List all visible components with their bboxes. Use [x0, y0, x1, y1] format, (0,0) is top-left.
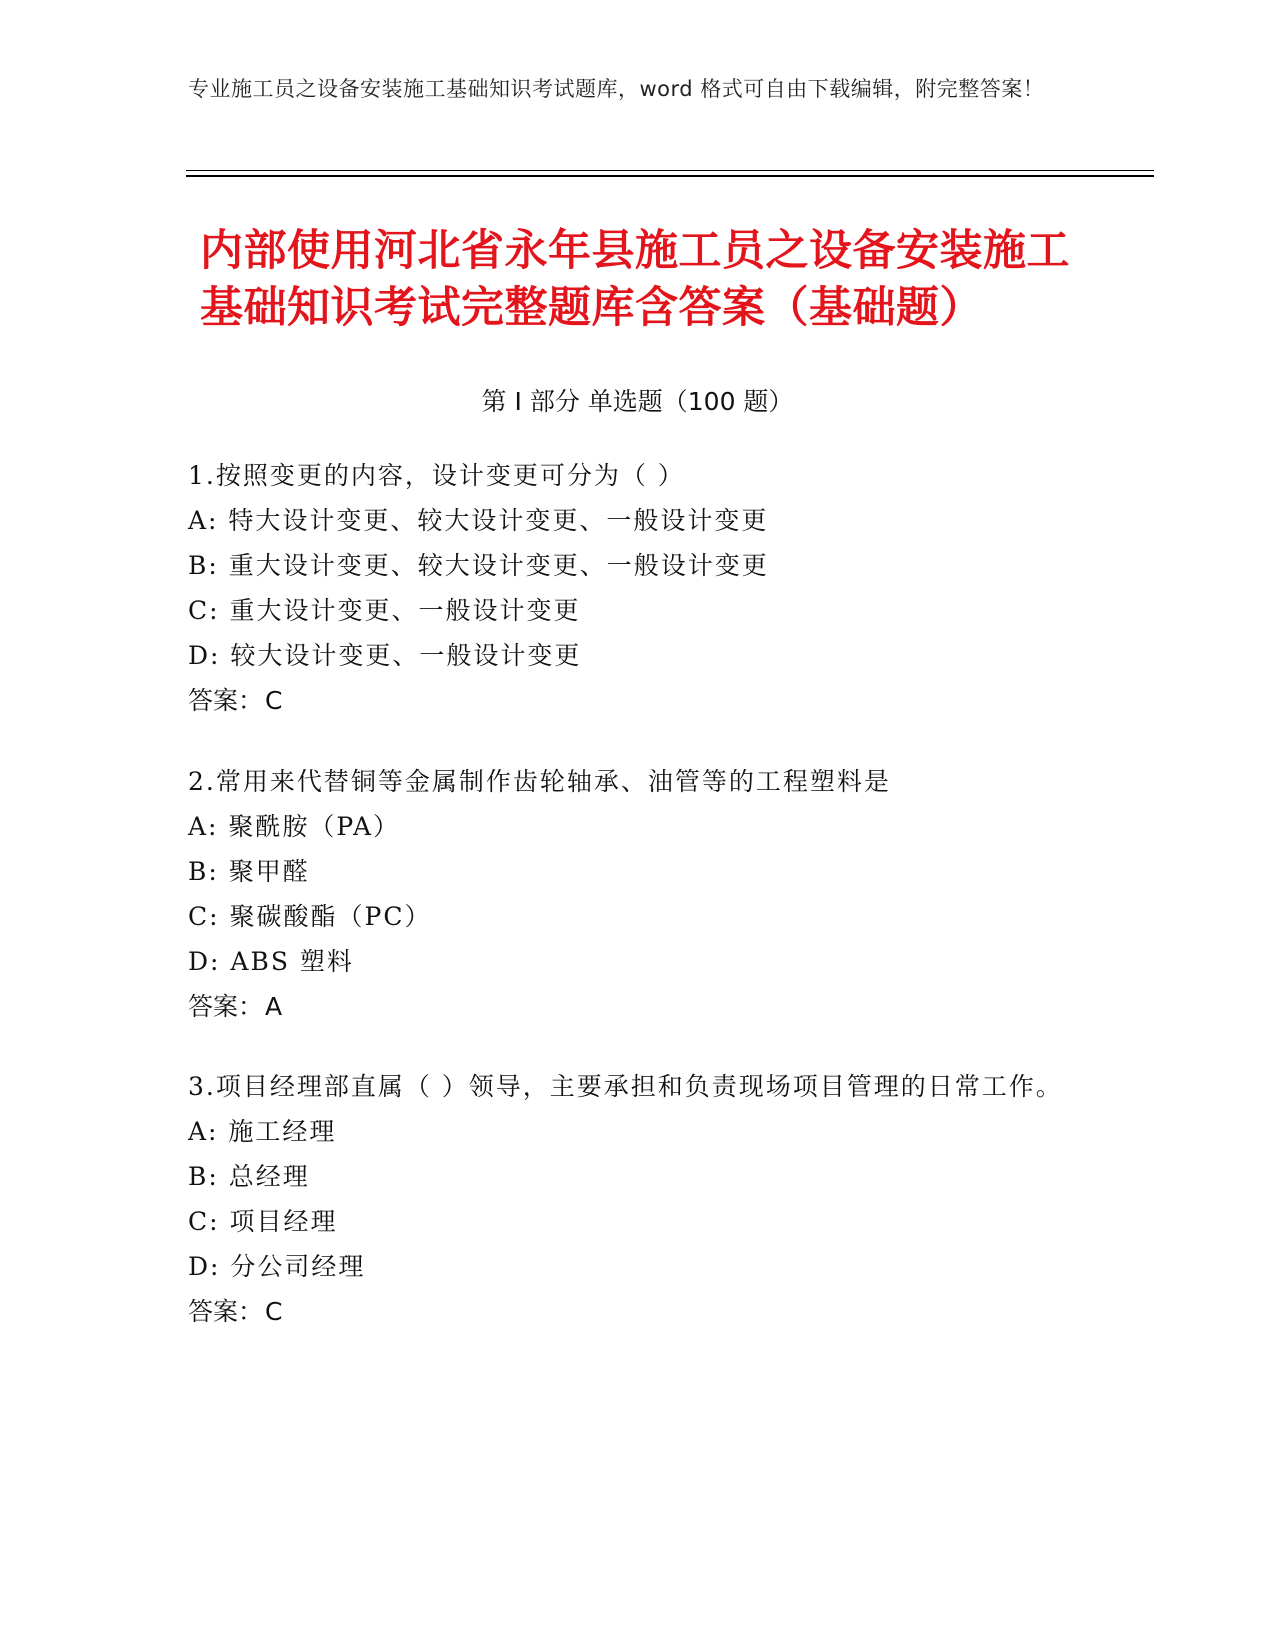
option-b: B: 聚甲醛 — [188, 857, 310, 886]
question-1 — [188, 453, 1088, 723]
answer-label: 答案： — [188, 1297, 264, 1326]
option-c: C: 项目经理 — [188, 1207, 338, 1236]
header-divider-thin — [186, 170, 1154, 171]
question-stem: 1.按照变更的内容，设计变更可分为（ ） — [188, 461, 685, 490]
answer-line — [188, 984, 1088, 1029]
question-stem: 2.常用来代替铜等金属制作齿轮轴承、油管等的工程塑料是 — [188, 767, 891, 796]
option-d: D: 较大设计变更、一般设计变更 — [188, 641, 582, 670]
answer-line — [188, 678, 1088, 723]
answer-line — [188, 1289, 1088, 1334]
document-title: 内部使用河北省永年县施工员之设备安装施工基础知识考试完整题库含答案（基础题） — [200, 226, 1070, 333]
section-heading: 第 I 部分 单选题（100 题） — [481, 387, 794, 416]
option-b: B: 总经理 — [188, 1162, 310, 1191]
header-note: 专业施工员之设备安装施工基础知识考试题库，word 格式可自由下载编辑，附完整答案！ — [188, 77, 1045, 101]
option-d: D: ABS 塑料 — [188, 947, 354, 976]
answer-label: 答案： — [188, 992, 264, 1021]
answer-value: A — [265, 992, 283, 1021]
answer-value: C — [265, 686, 283, 715]
header-divider-thick — [186, 175, 1154, 177]
option-c: C: 重大设计变更、一般设计变更 — [188, 596, 581, 625]
answer-label: 答案： — [188, 686, 264, 715]
option-d: D: 分公司经理 — [188, 1252, 366, 1281]
option-a: A: 特大设计变更、较大设计变更、一般设计变更 — [188, 506, 769, 535]
option-b: B: 重大设计变更、较大设计变更、一般设计变更 — [188, 551, 769, 580]
question-3 — [188, 1064, 1088, 1334]
option-a: A: 聚酰胺（PA） — [188, 812, 401, 841]
option-c: C: 聚碳酸酯（PC） — [188, 902, 432, 931]
answer-value: C — [265, 1297, 283, 1326]
question-2 — [188, 759, 1088, 1029]
option-a: A: 施工经理 — [188, 1117, 337, 1146]
question-stem: 3.项目经理部直属（ ）领导，主要承担和负责现场项目管理的日常工作。 — [188, 1072, 1063, 1101]
